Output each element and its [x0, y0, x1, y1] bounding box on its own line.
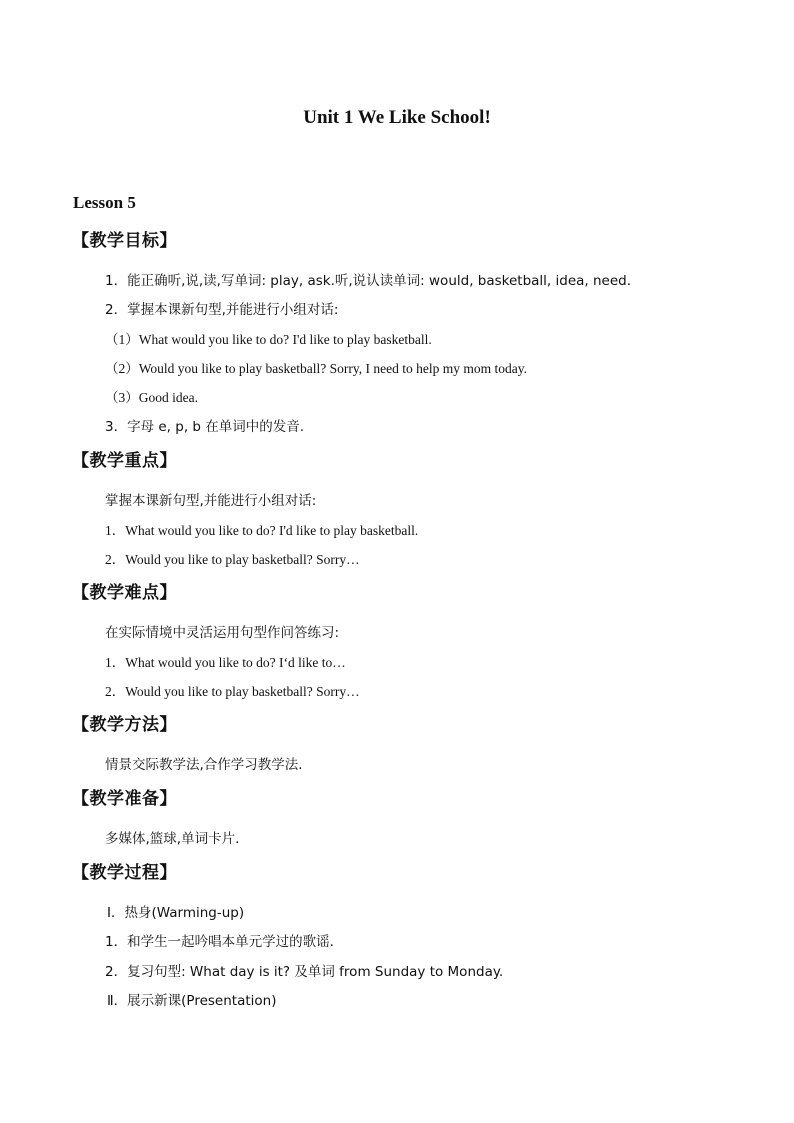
section-heading-preparation: 【教学准备】 — [72, 789, 177, 809]
process-line: Ⅱ．展示新课(Presentation) — [107, 993, 277, 1009]
lesson-label: Lesson 5 — [73, 193, 136, 212]
preparation-line: 多媒体,篮球,单词卡片. — [105, 831, 240, 847]
objectives-line: （2）Would you like to play basketball? Sorry, I need to help my mom today. — [105, 361, 527, 376]
objectives-line: （1）What would you like to do? I'd like to play basketball. — [105, 332, 432, 347]
difficulties-line: 在实际情境中灵活运用句型作问答练习: — [105, 625, 340, 641]
difficulties-line: 2．Would you like to play basketball? Sorry… — [105, 684, 360, 699]
objectives-line: 1．能正确听,说,读,写单词: play, ask.听,说认读单词: would, basketball, idea, need. — [105, 273, 632, 289]
section-heading-objectives: 【教学目标】 — [72, 231, 177, 251]
objectives-line: 3．字母 e, p, b 在单词中的发音. — [105, 419, 305, 435]
key-points-line: 2．Would you like to play basketball? Sorry… — [105, 552, 360, 567]
objectives-line: 2．掌握本课新句型,并能进行小组对话: — [105, 302, 339, 318]
section-heading-process: 【教学过程】 — [72, 863, 177, 883]
difficulties-line: 1．What would you like to do? I‘d like to… — [105, 655, 346, 670]
page-title: Unit 1 We Like School! — [303, 107, 491, 128]
methods-line: 情景交际教学法,合作学习教学法. — [105, 757, 303, 773]
key-points-line: 1．What would you like to do? I'd like to play basketball. — [105, 523, 419, 538]
section-heading-difficulties: 【教学难点】 — [72, 583, 177, 603]
process-line: Ⅰ．热身(Warming-up) — [107, 905, 245, 921]
section-heading-key-points: 【教学重点】 — [72, 451, 177, 471]
section-heading-methods: 【教学方法】 — [72, 715, 177, 735]
process-line: 1．和学生一起吟唱本单元学过的歌谣. — [105, 934, 334, 950]
key-points-line: 掌握本课新句型,并能进行小组对话: — [105, 493, 317, 509]
process-line: 2．复习句型: What day is it? 及单词 from Sunday to Monday. — [105, 964, 504, 980]
objectives-line: （3）Good idea. — [105, 390, 198, 405]
